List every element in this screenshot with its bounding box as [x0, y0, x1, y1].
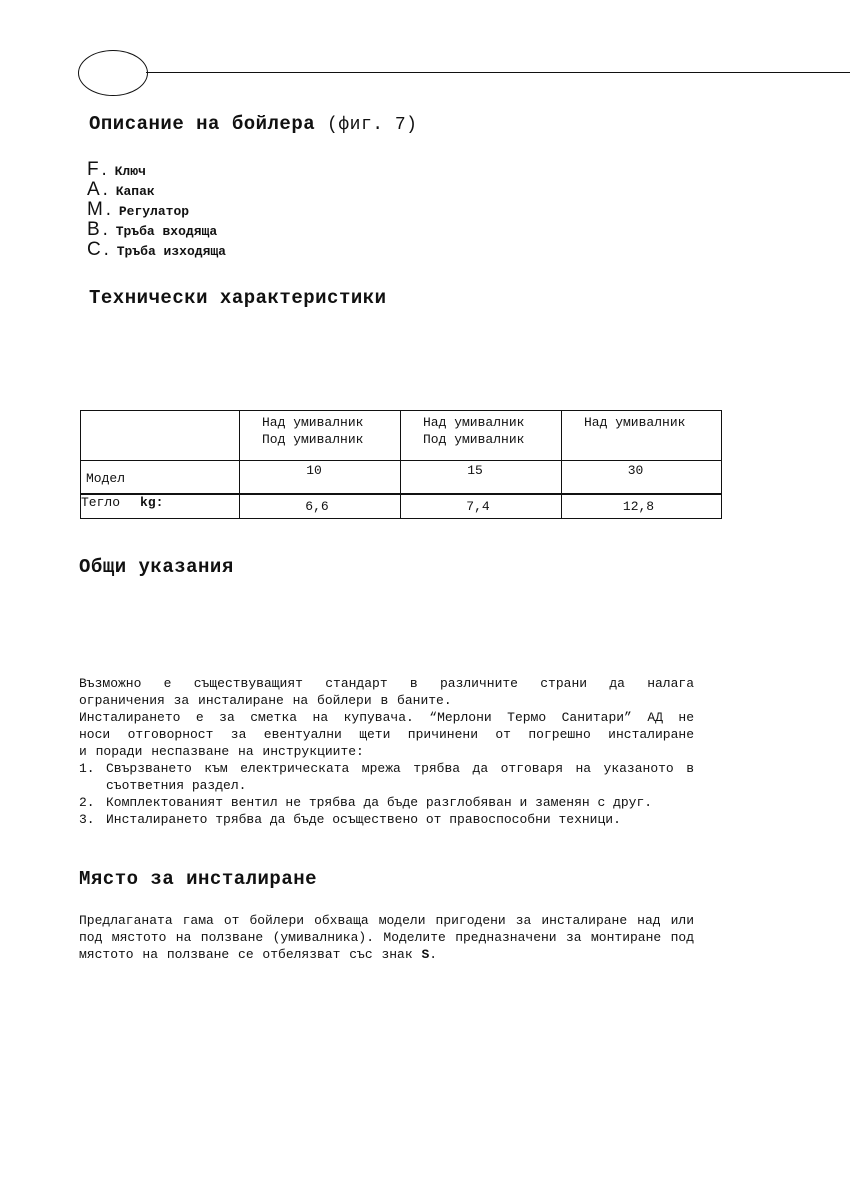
header-line: Под умивалник [423, 432, 525, 447]
header-line: Над умивалник [584, 415, 686, 430]
step-text: Свързването към електрическата мрежа трябва да отговаря на указаното в съответния раздел. [106, 761, 694, 793]
parts-list-item [87, 220, 226, 240]
paragraph-line: и поради неспазване на инструкциите: [79, 744, 364, 759]
part-dot: . [99, 163, 109, 180]
parts-list-item [87, 240, 226, 260]
weight-cell [562, 494, 722, 519]
parts-list [87, 160, 226, 260]
list-item [79, 794, 694, 811]
paragraph-line: носи отговорност за евентуални щети причинени от погрешно инсталиране [79, 727, 694, 742]
placement-paragraph [79, 912, 694, 963]
paragraph-line: Инсталирането е за сметка на купувача. “Мерлони Термо Санитари” АД не [79, 710, 694, 725]
step-text: Комплектованият вентил не трябва да бъде разглобяван и заменян с друг. [106, 795, 653, 810]
part-label: Ключ [114, 164, 146, 179]
model-cell [562, 461, 722, 495]
technical-heading: Технически характеристики [89, 287, 387, 309]
weight-value: 7,4 [466, 499, 490, 514]
parts-list-item [87, 200, 226, 220]
step-number: 3. [79, 812, 95, 827]
placement-text: Предлаганата гама от бойлери обхваща модели пригодени за инсталиране над или под мястото на ползване (умивалника). Моделите предназначени за монтиране под мястото на ползване се отбелязват със знак [79, 913, 694, 962]
table-header-cell [562, 411, 722, 461]
weight-label-cell [81, 494, 240, 519]
model-value: 30 [627, 463, 644, 478]
model-label-cell [81, 461, 240, 495]
part-letter: B [87, 219, 101, 240]
table-row [81, 494, 722, 519]
weight-value: 6,6 [305, 499, 329, 514]
paragraph-line: ограничения за инсталиране на бойлери в баните. [79, 693, 452, 708]
table-header-cell [240, 411, 401, 461]
general-heading: Общи указания [79, 556, 234, 578]
weight-unit: kg: [140, 495, 164, 510]
part-letter: C [87, 239, 102, 260]
specs-table [80, 410, 722, 519]
header-line: Над умивалник [423, 415, 525, 430]
weight-value: 12,8 [622, 499, 655, 514]
placement-heading: Място за инсталиране [79, 868, 318, 890]
model-cell [401, 461, 562, 495]
model-label: Модел [86, 471, 126, 486]
model-value: 15 [467, 463, 483, 478]
instructions-list [79, 760, 694, 828]
part-label: Регулатор [118, 204, 190, 219]
part-label: Капак [115, 184, 155, 199]
description-title: Описание на бойлера [89, 113, 316, 135]
parts-list-item [87, 160, 226, 180]
step-number: 1. [79, 761, 95, 776]
step-number: 2. [79, 795, 95, 810]
part-letter: F [87, 159, 100, 180]
parts-list-item [87, 180, 226, 200]
page-header-oval [78, 50, 148, 96]
weight-cell [240, 494, 401, 519]
part-label: Тръба изходяща [116, 244, 226, 259]
part-dot: . [100, 183, 110, 200]
table-row [81, 461, 722, 495]
part-dot: . [103, 203, 113, 220]
description-heading [89, 113, 417, 135]
header-line: Над умивалник [262, 415, 364, 430]
weight-label: Тегло [81, 495, 121, 510]
weight-cell [401, 494, 562, 519]
table-corner-cell [81, 411, 240, 461]
part-dot: . [100, 223, 110, 240]
general-intro-paragraph [79, 675, 694, 760]
paragraph-line: Възможно е съществуващият стандарт в различните страни да налага [79, 676, 694, 691]
step-text: Инсталирането трябва да бъде осъществено от правоспособни техници. [106, 812, 621, 827]
part-letter: M [87, 199, 104, 220]
figure-reference: (фиг. 7) [327, 115, 418, 135]
page-header-rule [146, 72, 850, 73]
model-cell [240, 461, 401, 495]
part-letter: A [87, 179, 101, 200]
part-dot: . [101, 243, 111, 260]
s-mark: S [421, 947, 430, 962]
table-header-cell [401, 411, 562, 461]
list-item [79, 760, 694, 794]
list-item [79, 811, 694, 828]
model-value: 10 [306, 463, 322, 478]
header-line: Под умивалник [262, 432, 364, 447]
table-row [81, 411, 722, 461]
part-label: Тръба входяща [115, 224, 218, 239]
placement-end: . [429, 947, 438, 962]
